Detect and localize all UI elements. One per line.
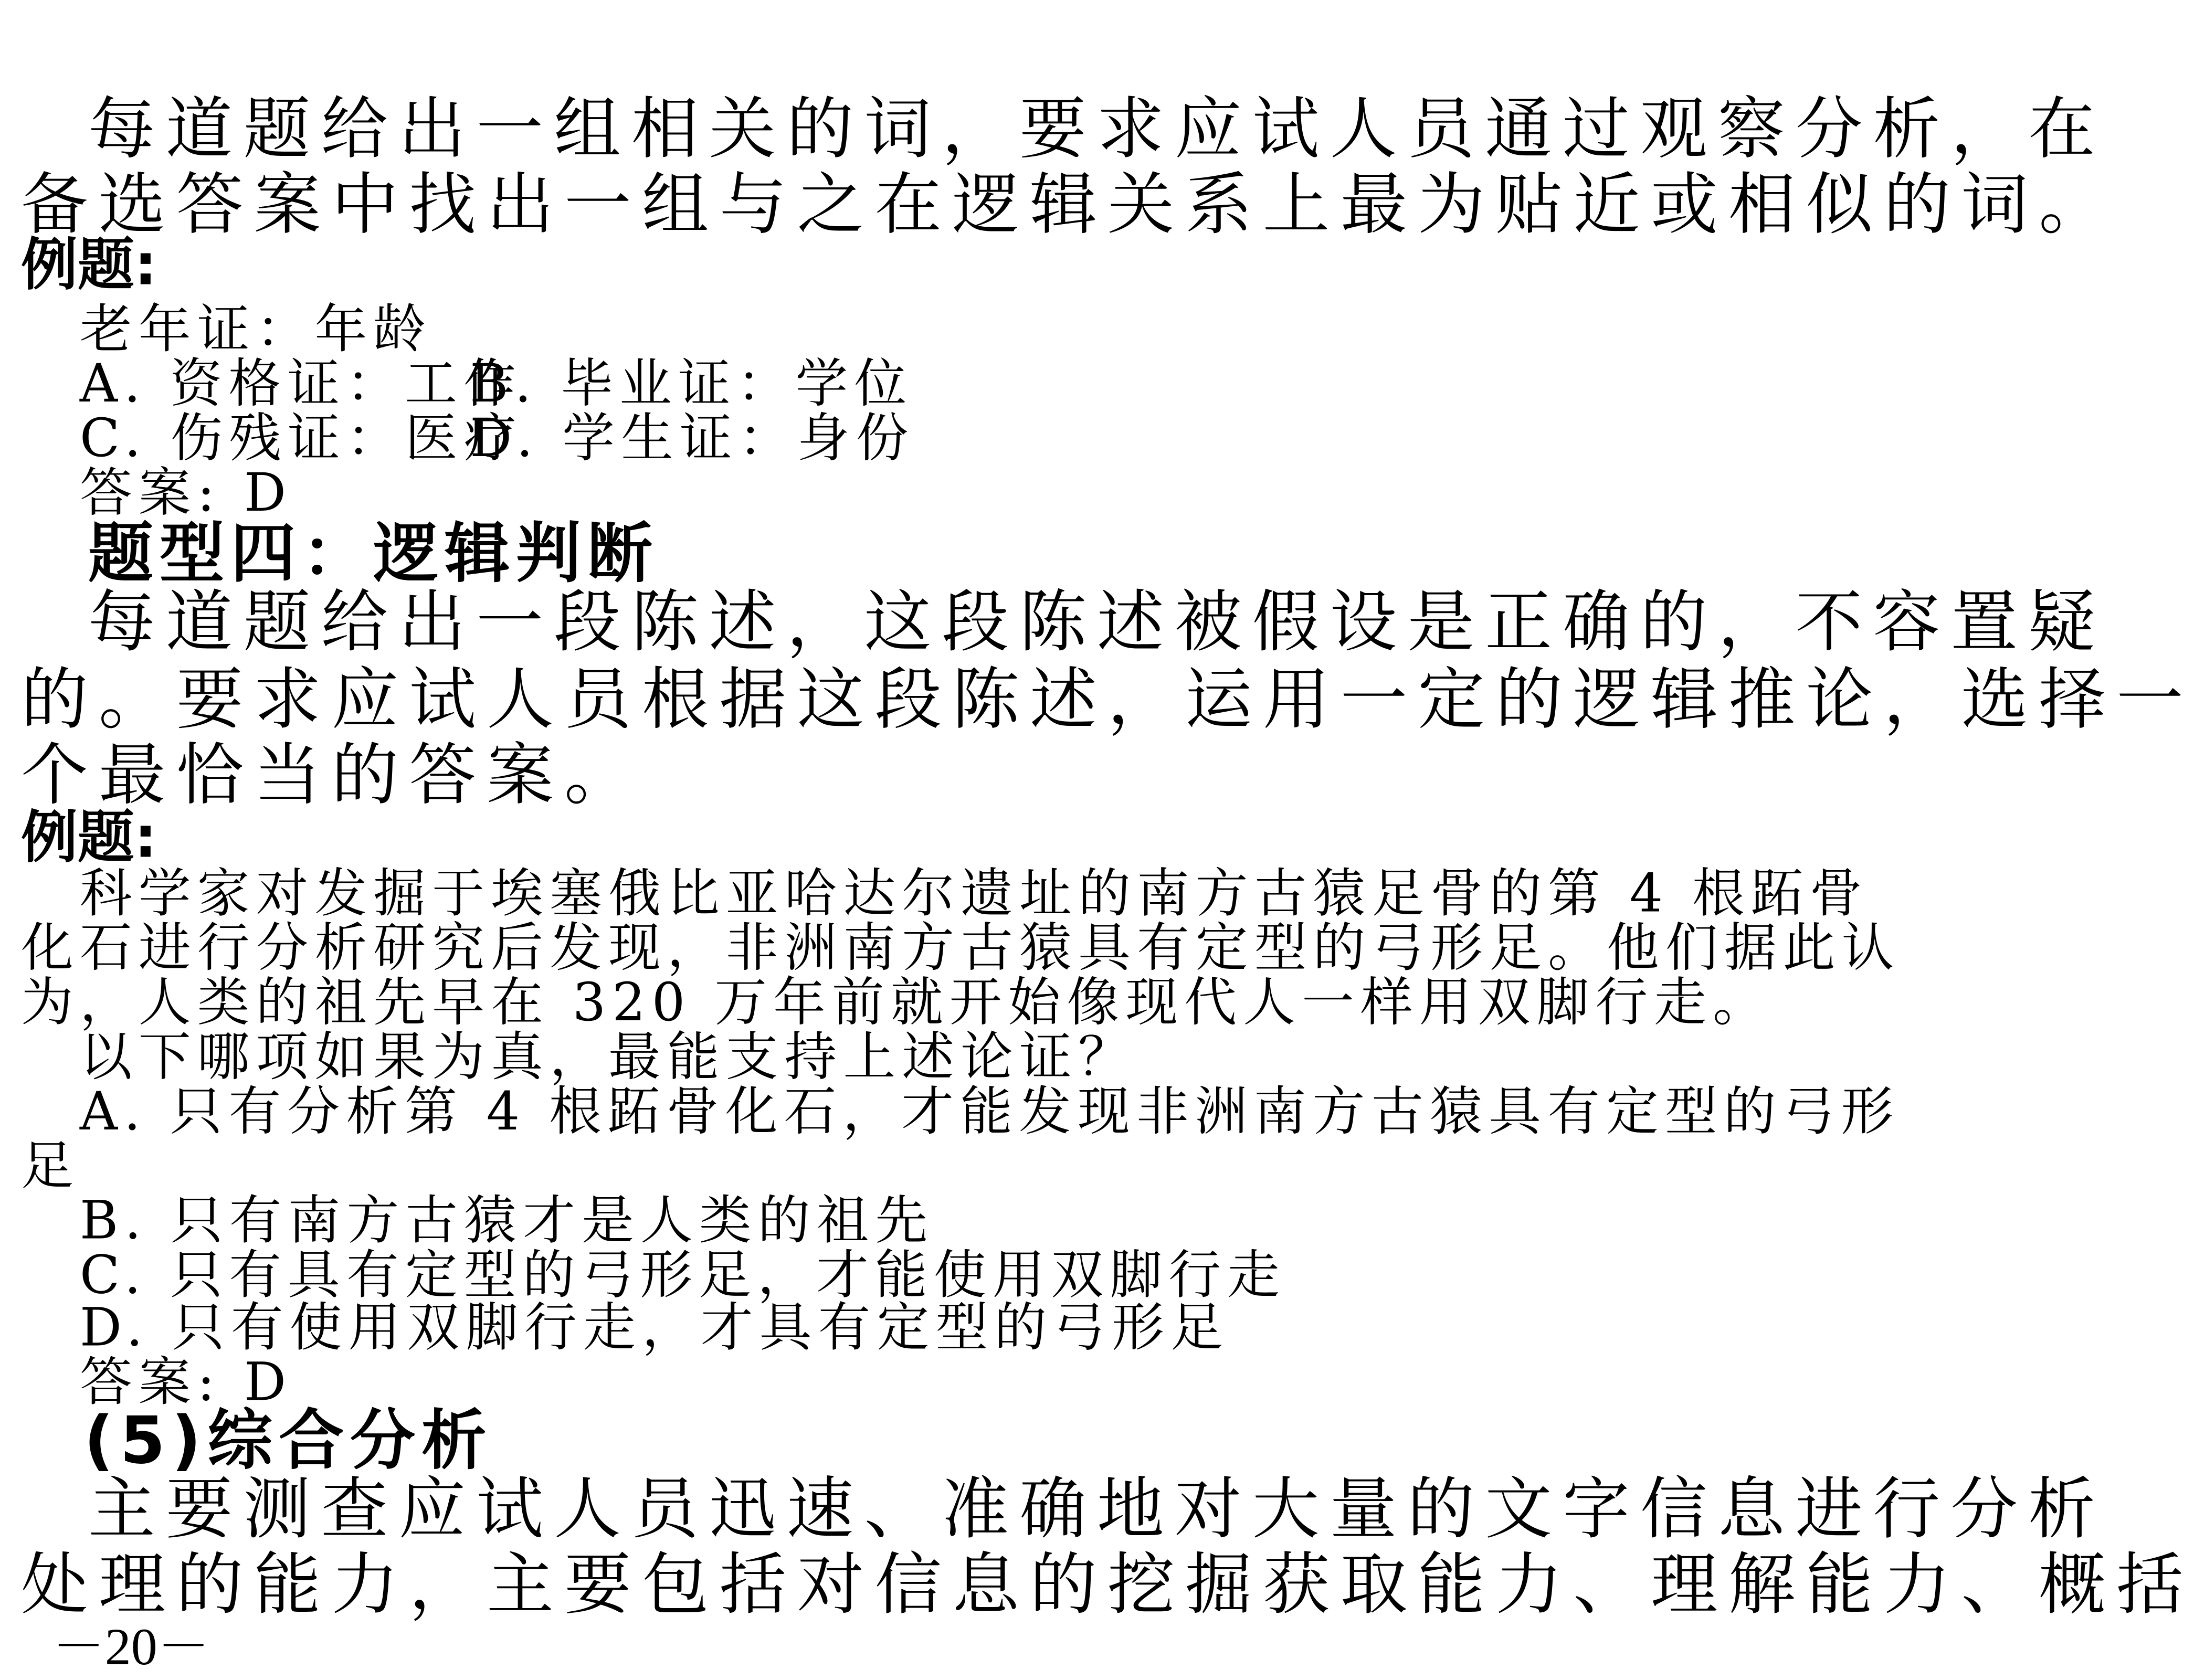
section1-intro-line1: 每道题给出一组相关的词，要求应试人员通过观察分析，在 [88, 91, 2106, 169]
option-c: C. 伤残证：医疗 [79, 408, 523, 469]
option-d: D. 学生证：身份 [470, 408, 915, 469]
section2-intro-line1: 每道题给出一段陈述，这段陈述被假设是正确的，不容置疑 [88, 584, 2106, 662]
section1-intro-line2: 备选答案中找出一组与之在逻辑关系上最为贴近或相似的词。 [20, 166, 2116, 245]
section2-intro-line3: 个最恰当的答案。 [20, 737, 642, 815]
section-heading: 题型四：逻辑判断 [88, 515, 659, 591]
option-b: B. 毕业证：学位 [470, 353, 913, 415]
section-heading: (5)综合分析 [83, 1402, 493, 1479]
option-a: A. 资格证：工作 [79, 353, 522, 415]
answer: 答案: D [79, 1351, 293, 1413]
example-label: 例题: [20, 231, 157, 298]
option-a-line2: 足 [20, 1135, 80, 1197]
option-a-line1: A. 只有分析第 4 根跖骨化石，才能发现非洲南方古猿具有定型的弓形 [79, 1081, 1900, 1142]
section2-intro-line2: 的。要求应试人员根据这段陈述，运用一定的逻辑推论，选择一 [20, 661, 2194, 739]
question-stem-line1: 科学家对发掘于埃塞俄比亚哈达尔遗址的南方古猿足骨的第 4 根跖骨 [79, 863, 1869, 924]
option-c: C. 只有具有定型的弓形足，才能使用双脚行走 [79, 1244, 1286, 1306]
question-prompt: 以下哪项如果为真，最能支持上述论证？ [79, 1027, 1137, 1087]
option-d: D. 只有使用双脚行走，才具有定型的弓形足 [79, 1297, 1229, 1358]
section3-intro-line1: 主要测查应试人员迅速、准确地对大量的文字信息进行分析 [88, 1471, 2106, 1549]
option-b: B. 只有南方古猿才是人类的祖先 [79, 1190, 934, 1251]
question-stem-line3: 为，人类的祖先早在 320 万年前就开始像现代人一样用双脚行走。 [20, 972, 1772, 1033]
page-number: －20－ [52, 1616, 210, 1676]
example-label: 例题: [20, 804, 157, 871]
question-stem-line2: 化石进行分析研究后发现，非洲南方古猿具有定型的弓形足。他们据此认 [20, 917, 1901, 979]
section3-intro-line2: 处理的能力，主要包括对信息的挖掘获取能力、理解能力、概括 [20, 1547, 2194, 1624]
question-stem: 老年证：年龄 [79, 299, 433, 360]
answer: 答案: D [79, 462, 293, 524]
